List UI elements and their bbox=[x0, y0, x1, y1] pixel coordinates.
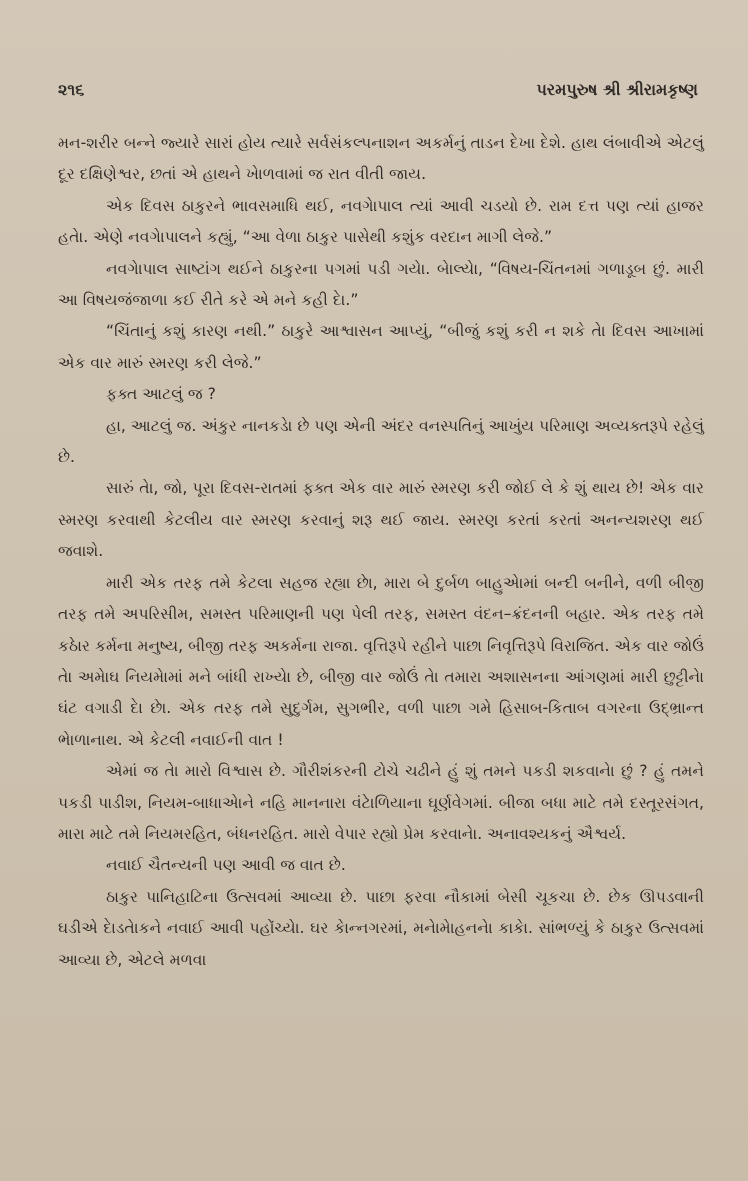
paragraph-10: નવાઈ ચૈતન્યની પણ આવી જ વાત છે. bbox=[106, 856, 346, 875]
paragraph-1: મન-શરીર બન્ને જ્યારે સારાં હોય ત્યારે સર્વસંકલ્પનાશન અકર્મનું તાડન દેખા દેશે. હાથ લંબાવીએ એટલું દૂર દક્ષિણેશ્વર, છતાં એ હાથને ખેાળવામાં જ રાત વીતી જાય. bbox=[58, 134, 704, 184]
paragraph-4: “ચિંતાનું કશું કારણ નથી.” ઠાકુરે આશ્વાસન આપ્યું, “બીજું કશું કરી ન શકે તેા દિવસ આખામાં એક વાર મારું સ્મરણ કરી લેજે.” bbox=[58, 322, 704, 372]
paragraph-11: ઠાકુર પાનિહાટિના ઉત્સવમાં આવ્યા છે. પાછા ફરવા નૌકામાં બેસી ચૂકચા છે. છેક ઊપડવાની ઘડીએ દેાડતેાકને નવાઈ આવી પહોંચ્યેા. ઘર કેાન્નગરમાં, મનેામેાહનનેા કાકેા. સાંભળ્યું કે ઠાકુર ઉત્સવમાં આવ્યા છે, એટલે મળવા bbox=[58, 887, 704, 969]
page-number: ૨૧૬ bbox=[58, 80, 85, 99]
paragraph-9: એમાં જ તેા મારો વિશ્વાસ છે. ગૌરીશંકરની ટોચે ચઢીને હું શું તમને પકડી શકવાનેા છું ? હું તમને પકડી પાડીશ, નિયમ-બાધાએાને નહિ માનનારા વંટેાળિયાના ઘૂર્ણવેગમાં. બીજા બધા માટે તમે દસ્તૂરસંગત, મારા માટે તમે નિયમરહિત, બંધનરહિત. મારો વેપાર રહ્યો પ્રેમ કરવાનેા. અનાવશ્યકનું ઐશ્વર્ય. bbox=[58, 762, 704, 843]
paragraph-8: મારી એક તરફ તમે કેટલા સહજ રહ્યા છેા, મારા બે દુર્બળ બાહુએામાં બન્દી બનીને, વળી બીજી તરફ તમે અપરિસીમ, સમસ્ત પરિમાણની પણ પેલી તરફ, સમસ્ત વંદન–ક્રંદનની બહાર. એક તરફ તમે કઠેાર કર્મના મનુષ્ય, બીજી તરફ અકર્મના રાજા. વૃત્તિરૂપે રહીને પાછા નિવૃત્તિરૂપે વિરાજિત. એક વાર જોઉં તેા અમેાઘ નિયમેામાં મને બાંધી રાખ્યેા છે, બીજી વાર જોઉં તેા તમારા અશાસનના આંગણમાં મારી છુટ્ટીનેા ઘંટ વગાડી દેા છેા. એક તરફ તમે સુદુર્ગમ, સુગભીર, વળી પાછા ગમે હિસાબ-કિતાબ વગરના ઉદ્‌ભ્રાન્ત ભેાળાનાથ. એ કેટલી નવાઈની વાત ! bbox=[58, 573, 704, 749]
paragraph-6: હા, આટલું જ. અંકુર નાનકડેા છે પણ એની અંદર વનસ્પતિનું આખુંય પરિમાણ અવ્યક્તરૂપે રહેલું છે. bbox=[58, 416, 704, 467]
running-head: પરમપુરુષ શ્રી શ્રીરામકૃષ્ણ bbox=[536, 80, 698, 99]
paragraph-5: ફક્ત આટલું જ ? bbox=[106, 385, 216, 404]
paragraph-7: સારું તેા, જો, પૂરા દિવસ-રાતમાં ફક્ત એક વાર મારું સ્મરણ કરી જોઈ લે કે શું થાય છે! એક વાર સ્મરણ કરવાથી કેટલીય વાર સ્મરણ કરવાનું શરૂ થઈ જાય. સ્મરણ કરતાં કરતાં અનન્યશરણ થઈ જવાશે. bbox=[58, 479, 704, 561]
page-header bbox=[58, 80, 698, 108]
paragraph-2: એક દિવસ ઠાકુરને ભાવસમાધિ થઈ, નવગેાપાલ ત્યાં આવી ચડયો છે. રામ દત્ત પણ ત્યાં હાજર હતેા. એણે નવગેાપાલને કહ્યું, “આ વેળા ઠાકુર પાસેથી કશુંક વરદાન માગી લેજે.” bbox=[58, 196, 704, 247]
body-text bbox=[58, 128, 704, 976]
paragraph-3: નવગેાપાલ સાષ્ટાંગ થઈને ઠાકુરના પગમાં પડી ગયેા. બેાલ્યેા, “વિષય-ચિંતનમાં ગળાડૂબ છું. મારી આ વિષયજંજાળા કઈ રીતે કરે એ મને કહી દેા.” bbox=[58, 259, 704, 310]
